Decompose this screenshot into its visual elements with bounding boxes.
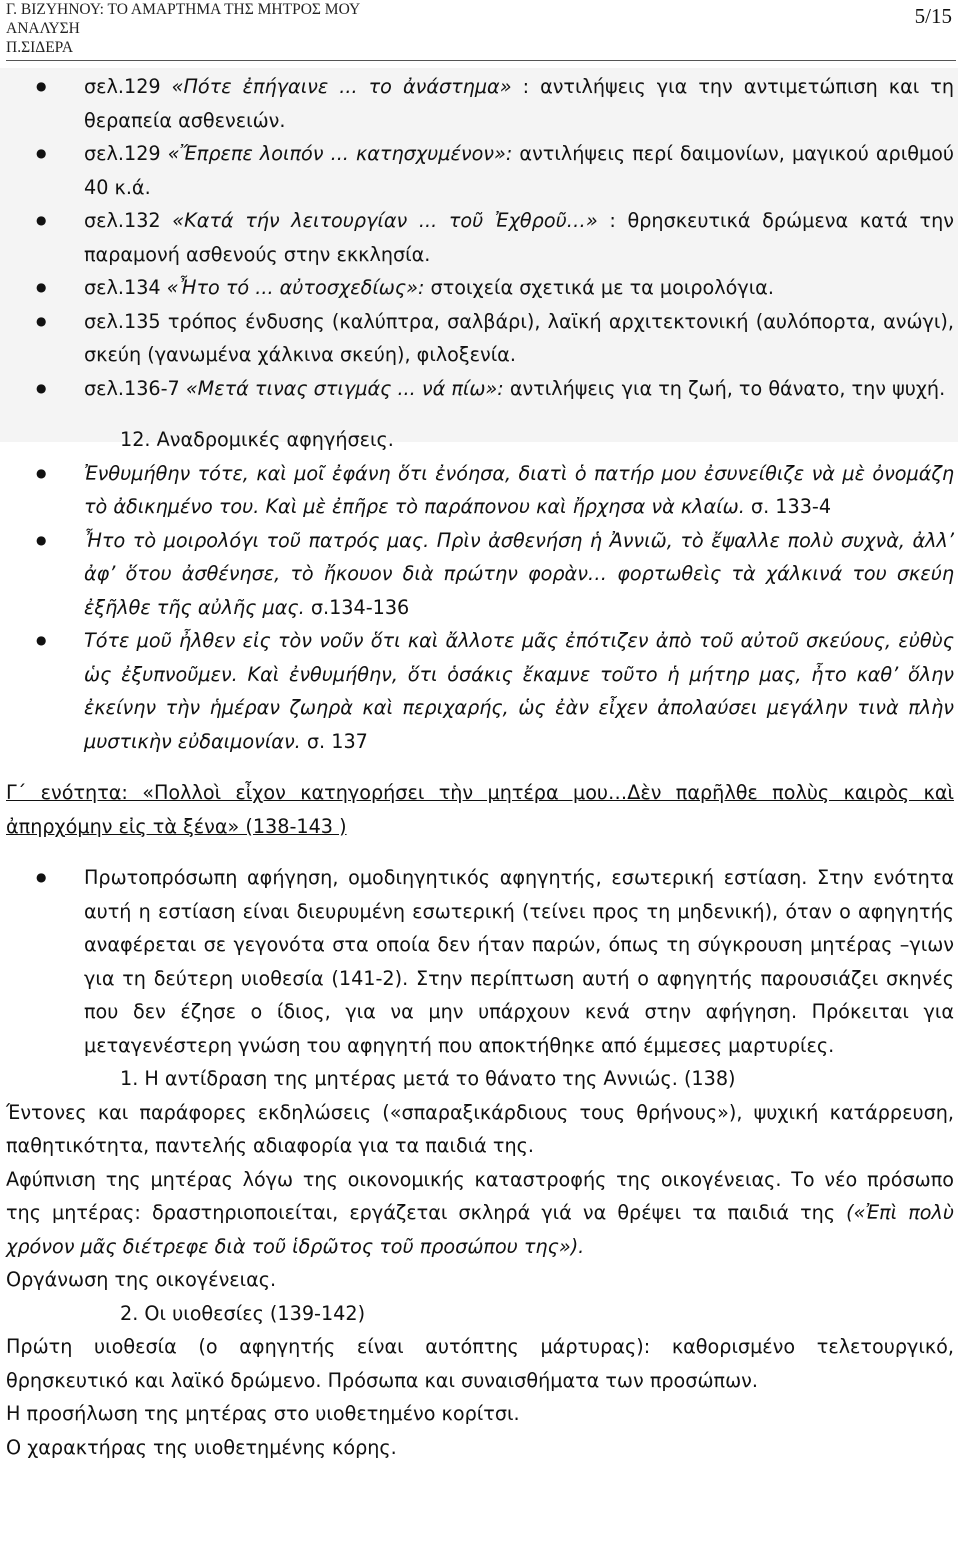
list-item: ● σελ.136-7 «Μετά τινας στιγμάς ... νά πίω»: αντιλήψεις για τη ζωή, το θάνατο, την ψυχή. (0, 372, 958, 406)
bullet-icon: ● (36, 146, 47, 160)
page-content (0, 70, 958, 1464)
bullet-icon: ● (36, 870, 47, 884)
header-title: Γ. ΒΙΖΥΗΝΟΥ: ΤΟ ΑΜΑΡΤΗΜΑ ΤΗΣ ΜΗΤΡΟΣ ΜΟΥ (6, 1, 361, 18)
paragraph: Αφύπνιση της μητέρας λόγω της οικονομικής καταστροφής της οικογένειας. Το νέο πρόσωπο της μητέρας: δραστηριοποιείται, εργάζεται σκληρά γιά να θρέψει τα παιδιά της («Ἐπὶ πολὺ χρόνον μᾶς διέτρεφε διὰ τοῦ ἱδρῶτος τοῦ προσώπου της»). (6, 1167, 954, 1258)
paragraph: Ο χαρακτήρας της υιοθετημένης κόρης. (6, 1435, 397, 1459)
list-item: ● Πρωτοπρόσωπη αφήγηση, ομοδιηγητικός αφηγητής, εσωτερική εστίαση. Στην ενότητα αυτή η εστίαση είναι διευρυμένη εσωτερική (τείνει προς τη μηδενική), όταν ο αφηγητής αναφέρεται σε γεγονότα στα οποία δεν ήταν παρών, όπως τη σύγκρουση μητέρας –γιων για τη δεύτερη υιοθεσία (141-2). Στην περίπτωση αυτή ο αφηγητής παρουσιάζει σκηνές που δεν έζησε ο ίδιος, για να μην υπάρχουν κενά στην αφήγηση. Πρόκειται για μεταγενέστερη γνώση του αφηγητή που αποκτήθηκε από έμμεσες μαρτυρίες. (0, 861, 958, 1062)
bullet-icon: ● (36, 280, 47, 294)
page-number: 5/15 (914, 4, 952, 28)
section-12-bullets (0, 457, 958, 759)
list-item: ● σελ.134 «Ἦτο τό ... αὐτοσχεδίως»: στοιχεία σχετικά με τα μοιρολόγια. (0, 271, 958, 305)
paragraph: Πρώτη υιοθεσία (ο αφηγητής είναι αυτόπτης μάρτυρας): καθορισμένο τελετουργικό, θρησκευτικό και λαϊκό δρώμενο. Πρόσωπα και συναισθήματα των προσώπων. (6, 1335, 954, 1392)
paragraph: Η προσήλωση της μητέρας στο υιοθετημένο κορίτσι. (6, 1402, 520, 1425)
header-author: Π.ΣΙΔΕΡΑ (6, 39, 74, 56)
paragraph: Οργάνωση της οικογένειας. (6, 1268, 277, 1291)
bullet-icon: ● (36, 465, 47, 480)
header-left (6, 0, 956, 57)
bullet-icon: ● (36, 633, 47, 647)
bullet-icon: ● (36, 532, 47, 547)
section-12-title: 12. Αναδρομικές αφηγήσεις. (120, 428, 394, 451)
subsection-1-title: 1. Η αντίδραση της μητέρας μετά το θάνατο της Αννιώς. (138) (120, 1067, 736, 1090)
bullet-icon: ● (36, 79, 47, 93)
section-heading: Γ΄ ενότητα: «Πολλοὶ εἶχον κατηγορήσει τὴν μητέρα μου…Δὲν παρῆλθε πολὺς καιρὸς καὶ ἀπηρχόμην εἰς τὰ ξένα» (138-143 ) (6, 781, 954, 838)
list-item: ● σελ.132 «Κατά τήν λειτουργίαν ... τοῦ Ἐχθροῦ…» : θρησκευτικά δρώμενα κατά την παραμονή ασθενούς στην εκκλησία. (0, 204, 958, 271)
bullet-icon: ● (36, 380, 47, 395)
header-rule (6, 60, 956, 61)
list-item: ● σελ.135 τρόπος ένδυσης (καλύπτρα, σαλβάρι), λαϊκή αρχιτεκτονική (αυλόπορτα, ανώγι), σκεύη (γανωμένα χάλκινα σκεύη), φιλοξενία. (0, 305, 958, 372)
list-item: ● σελ.129 «Πότε ἐπήγαινε ... το ἀνάστημα» : αντιλήψεις για την αντιμετώπιση και τη θεραπεία ασθενειών. (0, 70, 958, 137)
list-item: ● Τότε μοῦ ἦλθεν εἰς τὸν νοῦν ὅτι καὶ ἄλλοτε μᾶς ἐπότιζεν ἀπὸ τοῦ αὐτοῦ σκεύους, εὐθὺς ὡς ἐξυπνοῦμεν. Καὶ ἐνθυμήθην, ὅτι ὁσάκις ἔκαμνε τοῦτο ἡ μήτηρ μας, ἦτο καθ’ ὅλην ἐκείνην τὴν ἡμέραν ζωηρὰ καὶ περιχαρής, ὡς ἐὰν εἶχεν ἀπολαύσει μεγάλην τινὰ πλὴν μυστικὴν εὐδαιμονίαν. σ. 137 (0, 624, 958, 758)
list-item: ● Ἦτο τὸ μοιρολόγι τοῦ πατρός μας. Πρὶν ἀσθενήση ἡ Ἀννιῶ, τὸ ἔψαλλε πολὺ συχνὰ, ἀλλ’ ἀφ’ ὅτου ἀσθένησε, τὸ ἤκουον διὰ πρώτην φορὰν… φορτωθεὶς τὰ χάλκινά του σκεύη ἐξῆλθε τῆς αὐλῆς μας. σ.134-136 (0, 524, 958, 625)
list-item: ● σελ.129 «Ἔπρεπε λοιπόν ... κατησχυμένον»: αντιλήψεις περί δαιμονίων, μαγικού αριθμού 40 κ.ά. (0, 137, 958, 204)
header-subtitle: ΑΝΑΛΥΣΗ (6, 20, 80, 37)
paragraph: Έντονες και παράφορες εκδηλώσεις («σπαραξικάρδιους τους θρήνους»), ψυχική κατάρρευση, παθητικότητα, παντελής αδιαφορία για τα παιδιά της. (6, 1100, 954, 1157)
page-header (6, 0, 956, 62)
subsection-2-title: 2. Οι υιοθεσίες (139-142) (120, 1301, 366, 1325)
shaded-bullet-list (0, 70, 958, 405)
bullet-icon: ● (36, 213, 47, 227)
bullet-icon: ● (36, 313, 47, 328)
list-item: ● Ἐνθυμήθην τότε, καὶ μοῖ ἐφάνη ὅτι ἐνόησα, διατὶ ὁ πατήρ μου ἐσυνείθιζε νὰ μὲ ὀνομάζη τὸ ἀδικημένο του. Καὶ μὲ ἐπῆρε τὸ παράπονου καὶ ἤρχησα νὰ κλαίω. σ. 133-4 (0, 457, 958, 524)
